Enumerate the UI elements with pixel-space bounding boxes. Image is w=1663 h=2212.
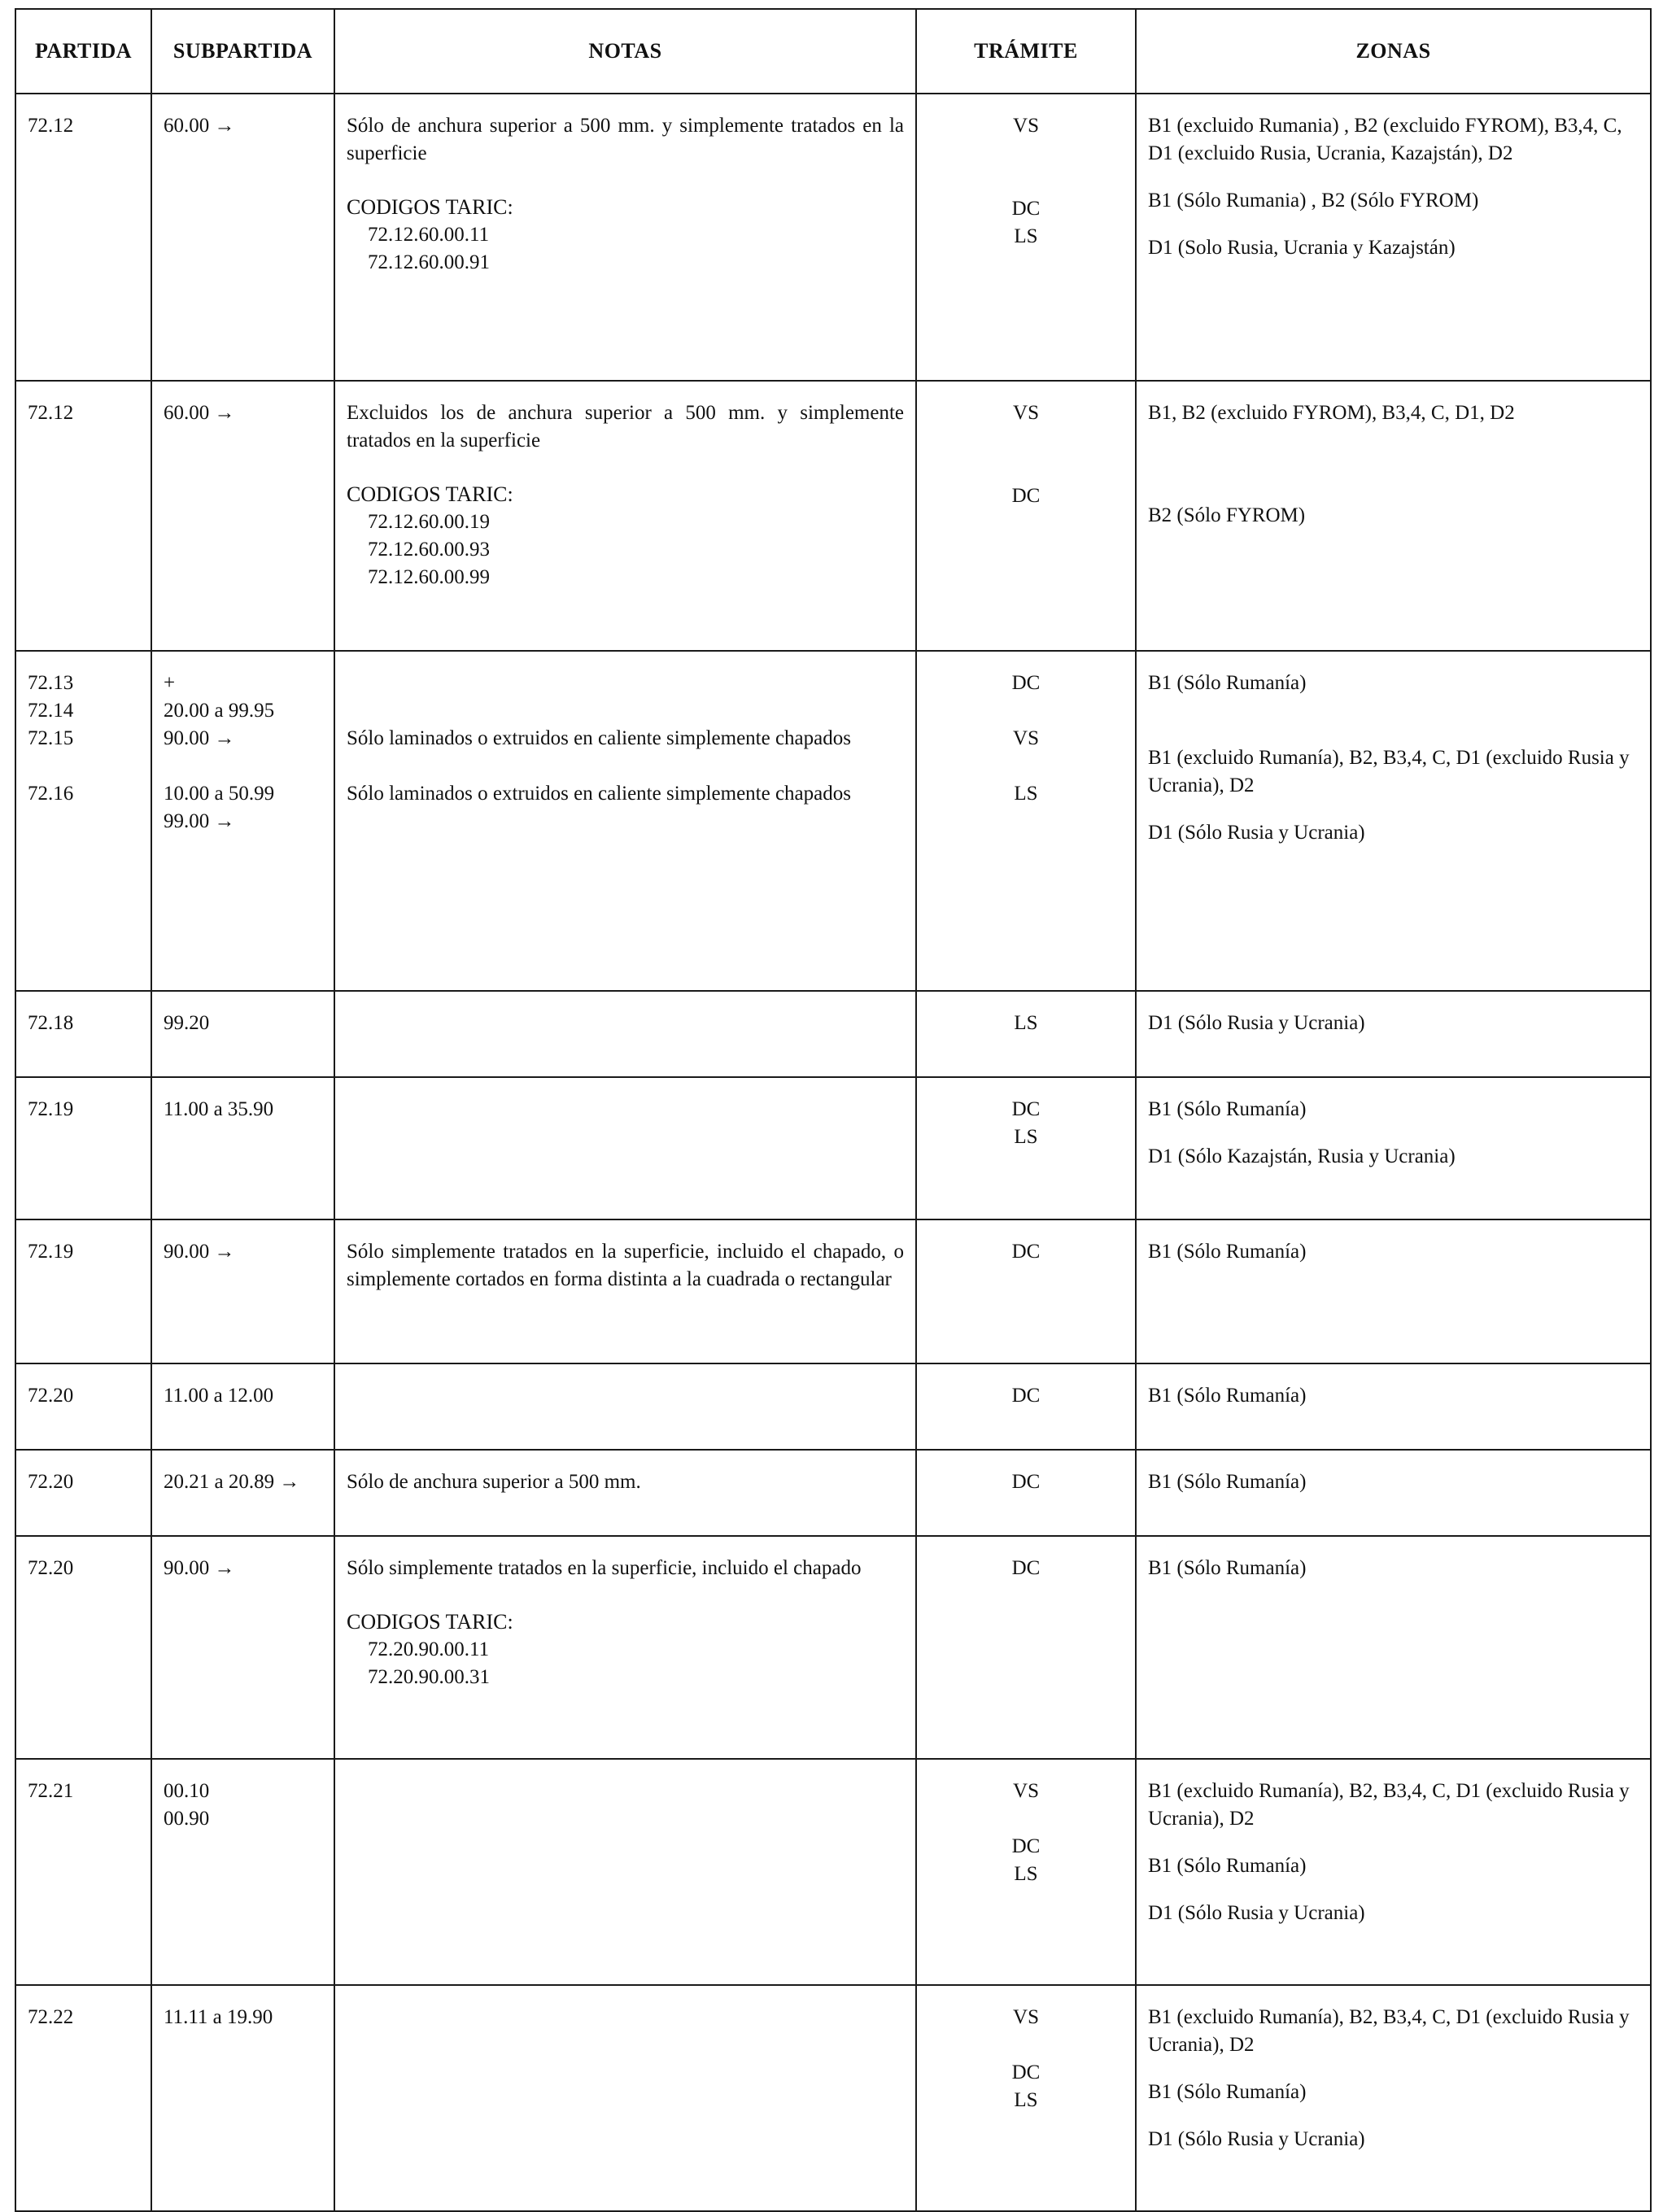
subpartida-value: 99.20 xyxy=(164,1012,210,1034)
zonas-cell xyxy=(1136,94,1651,381)
zonas-cell xyxy=(1136,1536,1651,1759)
zonas-cell xyxy=(1136,991,1651,1077)
tramite-value: LS xyxy=(1014,1126,1038,1148)
subpartida-cell xyxy=(151,1536,334,1759)
tramite-value: LS xyxy=(1014,1863,1038,1885)
taric-code: 72.12.60.00.19 xyxy=(368,511,490,533)
table-body xyxy=(15,94,1651,2211)
tramite-value: DC xyxy=(1011,1385,1041,1407)
header-partida: PARTIDA xyxy=(15,9,151,94)
subpartida-cell xyxy=(151,1450,334,1536)
zona-value: B1 (excluido Rumanía), B2, B3,4, C, D1 (excluido Rusia y Ucrania), D2 xyxy=(1148,2006,1630,2056)
notas-cell xyxy=(334,1985,916,2211)
zona-value: B1 (Sólo Rumanía) xyxy=(1148,1241,1307,1263)
tramite-cell xyxy=(916,651,1136,991)
tramite-value: VS xyxy=(1013,402,1039,424)
spacer xyxy=(1148,717,1639,744)
zona-value: B1 (Sólo Rumanía) xyxy=(1148,1855,1307,1877)
zona-value: B1 (excluido Rumanía), B2, B3,4, C, D1 (excluido Rusia y Ucrania), D2 xyxy=(1148,1780,1630,1830)
zonas-cell xyxy=(1136,1985,1651,2211)
tramite-value: DC xyxy=(1011,485,1041,507)
subpartida-value: 90.00 → xyxy=(164,1557,235,1579)
tramite-value: DC xyxy=(1011,1241,1041,1263)
tramite-cell xyxy=(916,1077,1136,1219)
table-row xyxy=(15,1363,1651,1450)
partida-cell xyxy=(15,381,151,651)
zonas-cell xyxy=(1136,651,1651,991)
tramite-cell xyxy=(916,1363,1136,1450)
notas-cell xyxy=(334,1536,916,1759)
subpartida-value: 99.00 → xyxy=(164,810,235,832)
partida-value: 72.14 xyxy=(28,700,74,722)
zonas-cell xyxy=(1136,381,1651,651)
tramite-value: VS xyxy=(1013,727,1039,749)
partida-cell xyxy=(15,1077,151,1219)
taric-title: CODIGOS TARIC: xyxy=(347,482,513,506)
subpartida-value: 60.00 → xyxy=(164,402,235,424)
tramite-value: LS xyxy=(1014,225,1038,247)
notas-cell xyxy=(334,1363,916,1450)
partida-value: 72.13 xyxy=(28,672,74,694)
spacer xyxy=(928,140,1124,168)
partida-value: 72.20 xyxy=(28,1557,74,1579)
table-row xyxy=(15,1985,1651,2211)
spacer xyxy=(347,670,904,697)
tramite-cell xyxy=(916,1219,1136,1363)
tramite-cell xyxy=(916,1985,1136,2211)
notas-cell xyxy=(334,1759,916,1985)
tramite-value: DC xyxy=(1011,2061,1041,2083)
spacer xyxy=(347,2004,904,2031)
tramite-value: DC xyxy=(1011,672,1041,694)
spacer xyxy=(928,753,1124,780)
tramite-cell xyxy=(916,1536,1136,1759)
zona-value: B1 (Sólo Rumanía) xyxy=(1148,1385,1307,1407)
zona-value: B1, B2 (excluido FYROM), B3,4, C, D1, D2 xyxy=(1148,402,1515,424)
tramite-value: DC xyxy=(1011,1471,1041,1493)
partida-value: 72.20 xyxy=(28,1471,74,1493)
notas-cell xyxy=(334,1077,916,1219)
partida-value: 72.18 xyxy=(28,1012,74,1034)
notas-cell xyxy=(334,651,916,991)
subpartida-cell xyxy=(151,381,334,651)
spacer xyxy=(1148,474,1639,502)
zonas-cell xyxy=(1136,1450,1651,1536)
zonas-cell xyxy=(1136,1363,1651,1450)
subpartida-cell xyxy=(151,991,334,1077)
spacer xyxy=(28,753,139,780)
zonas-cell xyxy=(1136,1077,1651,1219)
tramite-value: VS xyxy=(1013,115,1039,137)
tramite-value: LS xyxy=(1014,783,1038,805)
zona-value: B1 (Sólo Rumanía) xyxy=(1148,1471,1307,1493)
subpartida-cell xyxy=(151,1985,334,2211)
spacer xyxy=(928,1805,1124,1833)
zona-value: B2 (Sólo FYROM) xyxy=(1148,504,1306,526)
nota-text: Sólo simplemente tratados en la superficie, incluido el chapado, o simplemente cortados en forma distinta a la cuadrada o rectangular xyxy=(347,1241,904,1290)
subpartida-cell xyxy=(151,94,334,381)
tramite-cell xyxy=(916,94,1136,381)
header-row xyxy=(15,9,1651,94)
spacer xyxy=(1148,447,1639,474)
notas-cell xyxy=(334,381,916,651)
nota-text: Sólo de anchura superior a 500 mm. y simplemente tratados en la superficie xyxy=(347,115,904,164)
spacer xyxy=(347,1096,904,1123)
table-row xyxy=(15,1450,1651,1536)
subpartida-value: 60.00 → xyxy=(164,115,235,137)
partida-value: 72.12 xyxy=(28,115,74,137)
nota-text: Sólo simplemente tratados en la superficie, incluido el chapado xyxy=(347,1557,862,1579)
subpartida-cell xyxy=(151,1363,334,1450)
taric-code: 72.20.90.00.11 xyxy=(368,1638,490,1660)
taric-code: 72.12.60.00.91 xyxy=(368,251,490,273)
subpartida-value: 20.00 a 99.95 xyxy=(164,700,275,722)
subpartida-value: 90.00 → xyxy=(164,1241,235,1263)
notas-cell xyxy=(334,1450,916,1536)
zona-value: B1 (Sólo Rumanía) xyxy=(1148,1557,1307,1579)
zonas-cell xyxy=(1136,1759,1651,1985)
spacer xyxy=(347,1010,904,1037)
nota-text: Sólo laminados o extruidos en caliente simplemente chapados xyxy=(347,727,851,749)
partida-cell xyxy=(15,1985,151,2211)
zona-value: D1 (Sólo Rusia y Ucrania) xyxy=(1148,1012,1365,1034)
table-row xyxy=(15,94,1651,381)
zona-value: D1 (Sólo Kazajstán, Rusia y Ucrania) xyxy=(1148,1145,1456,1167)
spacer xyxy=(347,753,904,780)
subpartida-value: 90.00 → xyxy=(164,727,235,749)
tramite-value: DC xyxy=(1011,1098,1041,1120)
taric-code: 72.12.60.00.11 xyxy=(368,224,490,246)
partida-value: 72.19 xyxy=(28,1098,74,1120)
taric-code: 72.12.60.00.99 xyxy=(368,566,490,588)
zona-value: B1 (Sólo Rumanía) xyxy=(1148,672,1307,694)
partida-value: 72.12 xyxy=(28,402,74,424)
tramite-cell xyxy=(916,1450,1136,1536)
partida-cell xyxy=(15,651,151,991)
subpartida-cell xyxy=(151,1219,334,1363)
table-row xyxy=(15,1077,1651,1219)
partida-value: 72.16 xyxy=(28,783,74,805)
zonas-cell xyxy=(1136,1219,1651,1363)
subpartida-cell xyxy=(151,651,334,991)
nota-text: Excluidos los de anchura superior a 500 mm. y simplemente tratados en la superficie xyxy=(347,402,904,452)
partida-cell xyxy=(15,1450,151,1536)
tramite-value: LS xyxy=(1014,2089,1038,2111)
partida-cell xyxy=(15,94,151,381)
spacer xyxy=(928,427,1124,455)
subpartida-value: 00.10 xyxy=(164,1780,210,1802)
partida-cell xyxy=(15,1759,151,1985)
zona-value: B1 (excluido Rumania) , B2 (excluido FYROM), B3,4, C, D1 (excluido Rusia, Ucrania, Kazajstán), D2 xyxy=(1148,115,1622,164)
table-row xyxy=(15,1219,1651,1363)
nota-text: Sólo de anchura superior a 500 mm. xyxy=(347,1471,641,1493)
subpartida-value: 11.11 a 19.90 xyxy=(164,2006,273,2028)
table-row xyxy=(15,1536,1651,1759)
subpartida-value: 10.00 a 50.99 xyxy=(164,783,275,805)
tariff-table xyxy=(15,8,1652,2212)
partida-cell xyxy=(15,1536,151,1759)
partida-value: 72.22 xyxy=(28,2006,74,2028)
header-zonas: ZONAS xyxy=(1136,9,1651,94)
tramite-cell xyxy=(916,1759,1136,1985)
tramite-value: DC xyxy=(1011,1835,1041,1857)
notas-cell xyxy=(334,1219,916,1363)
zona-value: D1 (Sólo Rusia y Ucrania) xyxy=(1148,2128,1365,2150)
tramite-value: LS xyxy=(1014,1012,1038,1034)
notas-cell xyxy=(334,991,916,1077)
zona-value: D1 (Solo Rusia, Ucrania y Kazajstán) xyxy=(1148,237,1456,259)
taric-code: 72.12.60.00.93 xyxy=(368,539,490,561)
subpartida-value: + xyxy=(164,672,176,694)
table-row xyxy=(15,381,1651,651)
tramite-value: VS xyxy=(1013,2006,1039,2028)
tramite-cell xyxy=(916,381,1136,651)
table-row xyxy=(15,1759,1651,1985)
tramite-value: DC xyxy=(1011,1557,1041,1579)
tramite-value: DC xyxy=(1011,198,1041,220)
subpartida-cell xyxy=(151,1077,334,1219)
header-subpartida: SUBPARTIDA xyxy=(151,9,334,94)
spacer xyxy=(928,455,1124,482)
subpartida-value: 00.90 xyxy=(164,1808,210,1830)
tramite-value: VS xyxy=(1013,1780,1039,1802)
tramite-cell xyxy=(916,991,1136,1077)
partida-value: 72.15 xyxy=(28,727,74,749)
spacer xyxy=(347,697,904,725)
spacer xyxy=(928,168,1124,195)
zona-value: D1 (Sólo Rusia y Ucrania) xyxy=(1148,822,1365,844)
notas-cell xyxy=(334,94,916,381)
subpartida-value: 11.00 a 12.00 xyxy=(164,1385,274,1407)
partida-value: 72.21 xyxy=(28,1780,74,1802)
subpartida-value: 20.21 a 20.89 → xyxy=(164,1471,300,1493)
taric-title: CODIGOS TARIC: xyxy=(347,195,513,219)
header-notas: NOTAS xyxy=(334,9,916,94)
zona-value: B1 (excluido Rumanía), B2, B3,4, C, D1 (excluido Rusia y Ucrania), D2 xyxy=(1148,747,1630,796)
spacer xyxy=(164,753,322,780)
spacer xyxy=(347,1778,904,1805)
partida-value: 72.19 xyxy=(28,1241,74,1263)
zona-value: B1 (Sólo Rumania) , B2 (Sólo FYROM) xyxy=(1148,190,1479,212)
zona-value: B1 (Sólo Rumanía) xyxy=(1148,1098,1307,1120)
partida-value: 72.20 xyxy=(28,1385,74,1407)
table-row xyxy=(15,991,1651,1077)
subpartida-value: 11.00 a 35.90 xyxy=(164,1098,274,1120)
spacer xyxy=(928,697,1124,725)
taric-title: CODIGOS TARIC: xyxy=(347,1610,513,1634)
header-tramite: TRÁMITE xyxy=(916,9,1136,94)
spacer xyxy=(347,1382,904,1410)
table-row xyxy=(15,651,1651,991)
partida-cell xyxy=(15,1219,151,1363)
taric-code: 72.20.90.00.31 xyxy=(368,1666,490,1688)
zona-value: B1 (Sólo Rumanía) xyxy=(1148,2081,1307,2103)
zona-value: D1 (Sólo Rusia y Ucrania) xyxy=(1148,1902,1365,1924)
spacer xyxy=(928,2031,1124,2059)
nota-text: Sólo laminados o extruidos en caliente simplemente chapados xyxy=(347,783,851,805)
partida-cell xyxy=(15,991,151,1077)
partida-cell xyxy=(15,1363,151,1450)
subpartida-cell xyxy=(151,1759,334,1985)
tariff-document xyxy=(15,8,1650,2212)
